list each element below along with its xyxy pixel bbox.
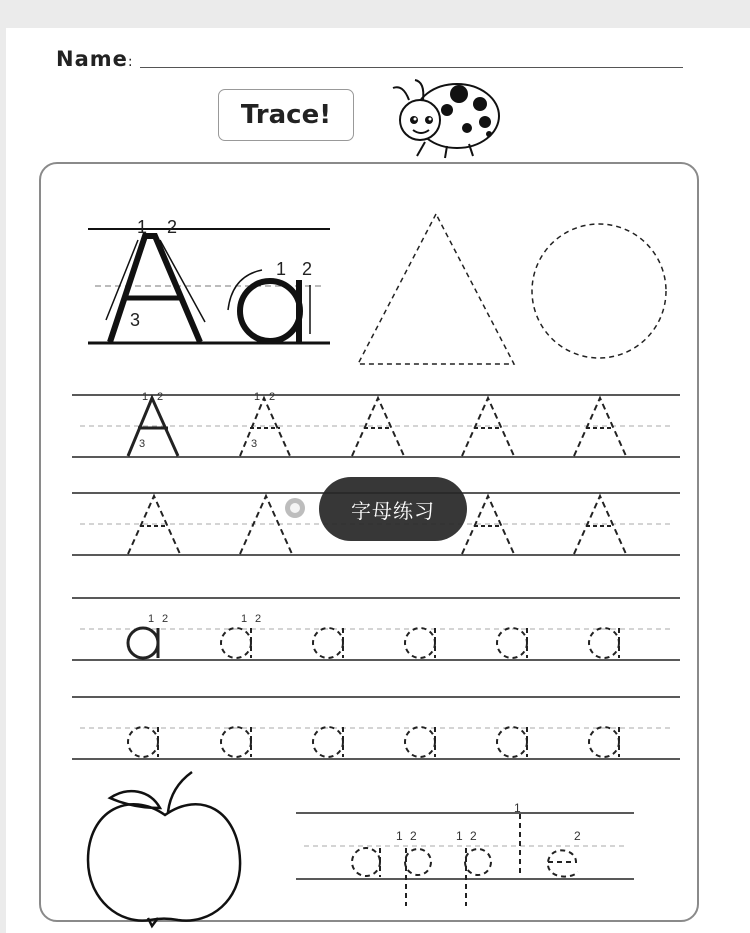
dashed-triangle-shape <box>358 214 514 364</box>
tracing-row-uppercase-1 <box>72 395 680 457</box>
row1b-number-3: 3 <box>251 438 258 450</box>
row1b-number-2: 2 <box>269 391 276 403</box>
row1-number-3: 3 <box>139 438 146 450</box>
tracing-row-lowercase-2 <box>72 697 680 759</box>
name-label-text: Name <box>56 47 128 71</box>
drag-handle-icon[interactable] <box>285 498 305 518</box>
toast-message[interactable] <box>319 477 467 541</box>
row1-number-1: 1 <box>142 391 149 403</box>
apple-number-6: 2 <box>574 829 581 843</box>
row1-number-2: 2 <box>157 391 164 403</box>
toast-text: 字母练习 <box>351 498 435 523</box>
apple-number-2: 2 <box>410 829 417 843</box>
stroke-number-3: 3 <box>130 310 141 330</box>
name-label-colon: : <box>127 54 134 70</box>
apple-number-3: 1 <box>456 829 463 843</box>
apple-illustration <box>88 772 240 926</box>
apple-number-5: 1 <box>514 801 521 815</box>
apple-number-1: 1 <box>396 829 403 843</box>
row3b-number-1: 1 <box>241 613 248 625</box>
row1b-number-1: 1 <box>254 391 261 403</box>
stroke-number-2: 2 <box>167 217 178 237</box>
stroke-number-a2: 2 <box>302 259 313 279</box>
stroke-number-1: 1 <box>137 217 148 237</box>
stroke-number-a1: 1 <box>276 259 287 279</box>
apple-number-4: 2 <box>470 829 477 843</box>
dashed-circle-shape <box>532 224 666 358</box>
trace-heading: Trace! <box>240 100 332 130</box>
row3-number-1: 1 <box>148 613 155 625</box>
row3b-number-2: 2 <box>255 613 262 625</box>
model-uppercase-a <box>88 229 330 343</box>
tracing-word-apple <box>296 813 634 906</box>
row3-number-2: 2 <box>162 613 169 625</box>
tracing-row-lowercase-1 <box>72 598 680 660</box>
